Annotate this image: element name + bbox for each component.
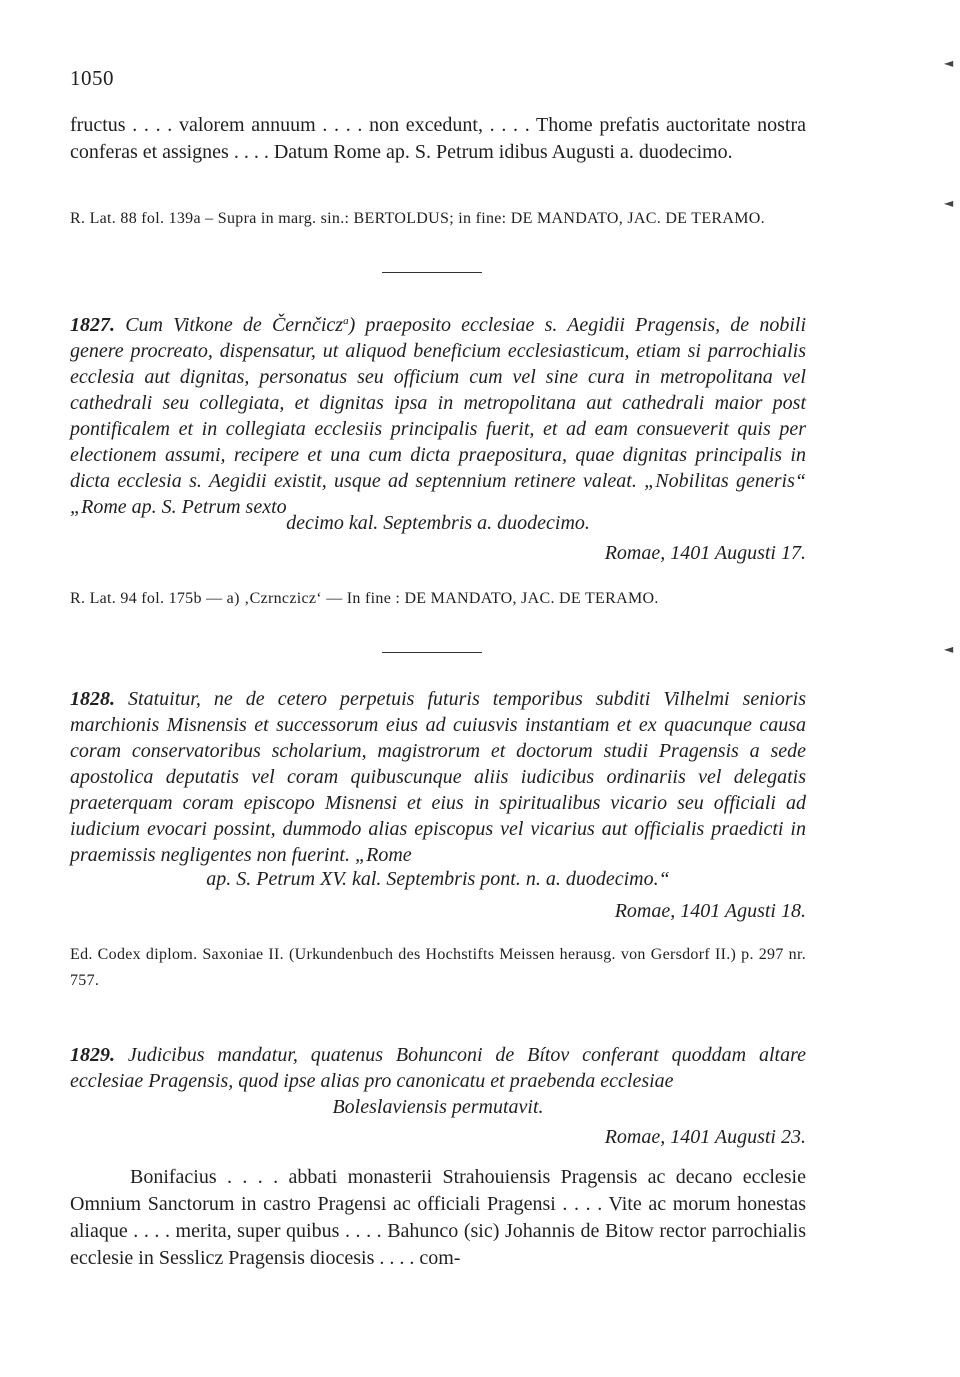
entry-number: 1827. [70, 314, 115, 336]
entry-1829-date: Romae, 1401 Augusti 23. [604, 1126, 806, 1148]
intro-source: R. Lat. 88 fol. 139a – Supra in marg. sin.: BERTOLDUS; in fine: DE MANDATO, JAC. DE TERAMO. [70, 210, 765, 227]
entry-summary: Judicibus mandatur, quatenus Bohunconi de Bítov conferant quoddam altare ecclesiae Pragensis, quod ipse alias pro canonicatu et praebenda ecclesiae [70, 1044, 806, 1092]
entry-summary: Statuitur, ne de cetero perpetuis futuris temporibus subditi Vilhelmi senioris marchionis Misnensis et successorum eius ad cuiusvis instantiam et ex quacunque causa coram conservatoribus scholarium, magistrorum et doctorum studii Pragensis a sede apostolica deputatis vel coram quibuscunque aliis iudicibus ordinariis vel delegatis praeterquam coram episcopo Misnensi et eius in spiritualibus vicario seu officiali ad iudicium evocari possint, dummodo alias episcopus vel vicarius aut officialis praedicti in praemissis negligentes non fuerint. „Rome [70, 688, 806, 866]
entry-1828-summary [70, 686, 806, 868]
entry-1829-summary [70, 1042, 806, 1094]
entry-1827-summary-last: decimo kal. Septembris a. duodecimo. [286, 512, 590, 534]
separator-rule [382, 272, 482, 273]
scan-mark: ◄ [944, 56, 954, 70]
footnote-mark: a [343, 315, 349, 327]
entry-summary-rest: ) praeposito ecclesiae s. Aegidii Pragensis, de nobili genere procreato, dispensatur, ut aliquod beneficium ecclesiasticum, etiam si parrochialis ecclesia aut dignitas, personatus seu officium cum vel sine cura in metropolitana vel cathedrali seu collegiata, et dignitas ipsa in metropolitana aut cathedrali maior post pontificalem et in collegiata ecclesiis principalis fuerit, et ad eam consueverit quis per electionem assumi, recipere et una cum dicta praepositura, quae dignitas principalis in dicta ecclesia s. Aegidii existit, usque ad septennium retinere valeat. „Nobilitas generis“ „Rome ap. S. Petrum sexto [70, 314, 807, 518]
entry-number: 1828. [70, 688, 115, 710]
entry-1827-source: R. Lat. 94 fol. 175b — a) ‚Czrnczicz‘ — In fine : DE MANDATO, JAC. DE TERAMO. [70, 590, 659, 607]
entry-1828-summary-last: ap. S. Petrum XV. kal. Septembris pont. n. a. duodecimo.“ [206, 868, 670, 890]
entry-1828-source: Ed. Codex diplom. Saxoniae II. (Urkundenbuch des Hochstifts Meissen herausg. von Gersdorf II.) p. 297 nr. 757. [70, 946, 806, 989]
separator-rule [382, 652, 482, 653]
entry-1829-summary-last: Boleslaviensis permutavit. [332, 1096, 544, 1118]
entry-1827-date: Romae, 1401 Augusti 17. [604, 542, 806, 564]
entry-number: 1829. [70, 1044, 115, 1066]
intro-text: fructus . . . . valorem annuum . . . . non excedunt, . . . . Thome prefatis auctoritate nostra conferas et assignes . . . . Datum Rome ap. S. Petrum idibus Augusti a. duodecimo. [70, 114, 806, 163]
entry-1828-date: Romae, 1401 Agusti 18. [614, 900, 806, 922]
entry-summary: Cum Vitkone de Černčicz [125, 314, 344, 336]
scan-mark: ◄ [944, 196, 954, 210]
scan-mark: ◄ [944, 642, 954, 656]
entry-1829-body: Bonifacius . . . . abbati monasterii Strahouiensis Pragensis ac decano ecclesie Omnium Sanctorum in castro Pragensi ac officiali Pragensi . . . . Vite ac morum honestas aliaque . . . . merita, super quibus . . . . Bahunco (sic) Johannis de Bitow rector parrochialis ecclesie in Sesslicz Pragensis diocesis . . . . com- [70, 1166, 806, 1269]
page-number: 1050 [70, 66, 114, 90]
entry-1827-summary [70, 308, 806, 520]
